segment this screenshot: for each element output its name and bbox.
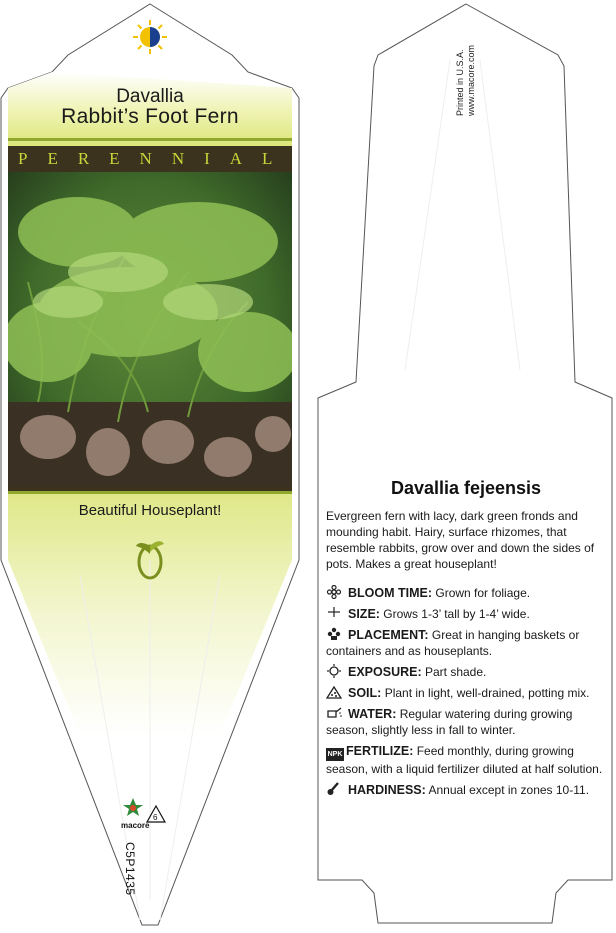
plant-description: Evergreen fern with lacy, dark green fronds and mounding habit. Hairy, surface rhizomes, that resemble rabbits, grow over and down the sides of pots. Makes a great houseplant! [326, 509, 595, 571]
watering-can-icon [326, 706, 346, 720]
care-label: SIZE: [348, 607, 380, 621]
care-row-size [326, 606, 608, 622]
npk-icon: NPK [326, 748, 344, 761]
sun-exposure-icon [326, 664, 346, 678]
care-label: SOIL: [348, 686, 382, 700]
care-text: Regular watering during growing season, slightly less in fall to winter. [326, 707, 573, 737]
printed-info [455, 45, 477, 116]
care-text: Grown for foliage. [435, 586, 531, 600]
care-row-water [326, 706, 608, 738]
care-row-bloom-time [326, 585, 608, 601]
website: www.macore.com [466, 45, 476, 117]
thermometer-icon [326, 782, 346, 796]
care-label: PLACEMENT: [348, 628, 429, 642]
care-row-exposure [326, 664, 608, 680]
care-label: BLOOM TIME: [348, 586, 433, 600]
plant-genus: Davallia [116, 86, 184, 107]
care-row-placement [326, 627, 608, 659]
care-text: Grows 1-3’ tall by 1-4’ wide. [383, 607, 530, 621]
plant-common-name: Rabbit’s Foot Fern [61, 105, 239, 128]
care-label: EXPOSURE: [348, 665, 422, 679]
size-icon [326, 606, 346, 620]
recycle-number: 6 [153, 813, 158, 822]
brand-name: macore [121, 821, 150, 830]
care-text: Annual except in zones 10-11. [428, 783, 590, 797]
product-code: C5P1435 [123, 842, 137, 896]
care-label: FERTILIZE: [346, 744, 414, 758]
placement-icon [326, 627, 346, 641]
printed-in: Printed in U.S.A. [455, 49, 465, 117]
care-text: Feed monthly, during growing season, with a liquid fertilizer diluted at half solution. [326, 744, 603, 776]
care-row-soil [326, 685, 608, 701]
flower-icon [326, 585, 346, 599]
care-row-fertilize [326, 743, 608, 777]
category-banner: PERENNIAL [8, 146, 292, 172]
care-label: HARDINESS: [348, 783, 426, 797]
care-text: Part shade. [424, 665, 487, 679]
care-row-hardiness [326, 782, 608, 798]
care-text: Great in hanging baskets or containers and as houseplants. [326, 628, 580, 658]
care-instructions [326, 585, 608, 803]
care-text: Plant in light, well-drained, potting mix. [384, 686, 590, 700]
soil-icon [326, 685, 346, 699]
care-label: WATER: [348, 707, 397, 721]
latin-name: Davallia fejeensis [390, 478, 542, 498]
plant-photo [8, 172, 292, 487]
tagline: Beautiful Houseplant! [78, 502, 222, 519]
